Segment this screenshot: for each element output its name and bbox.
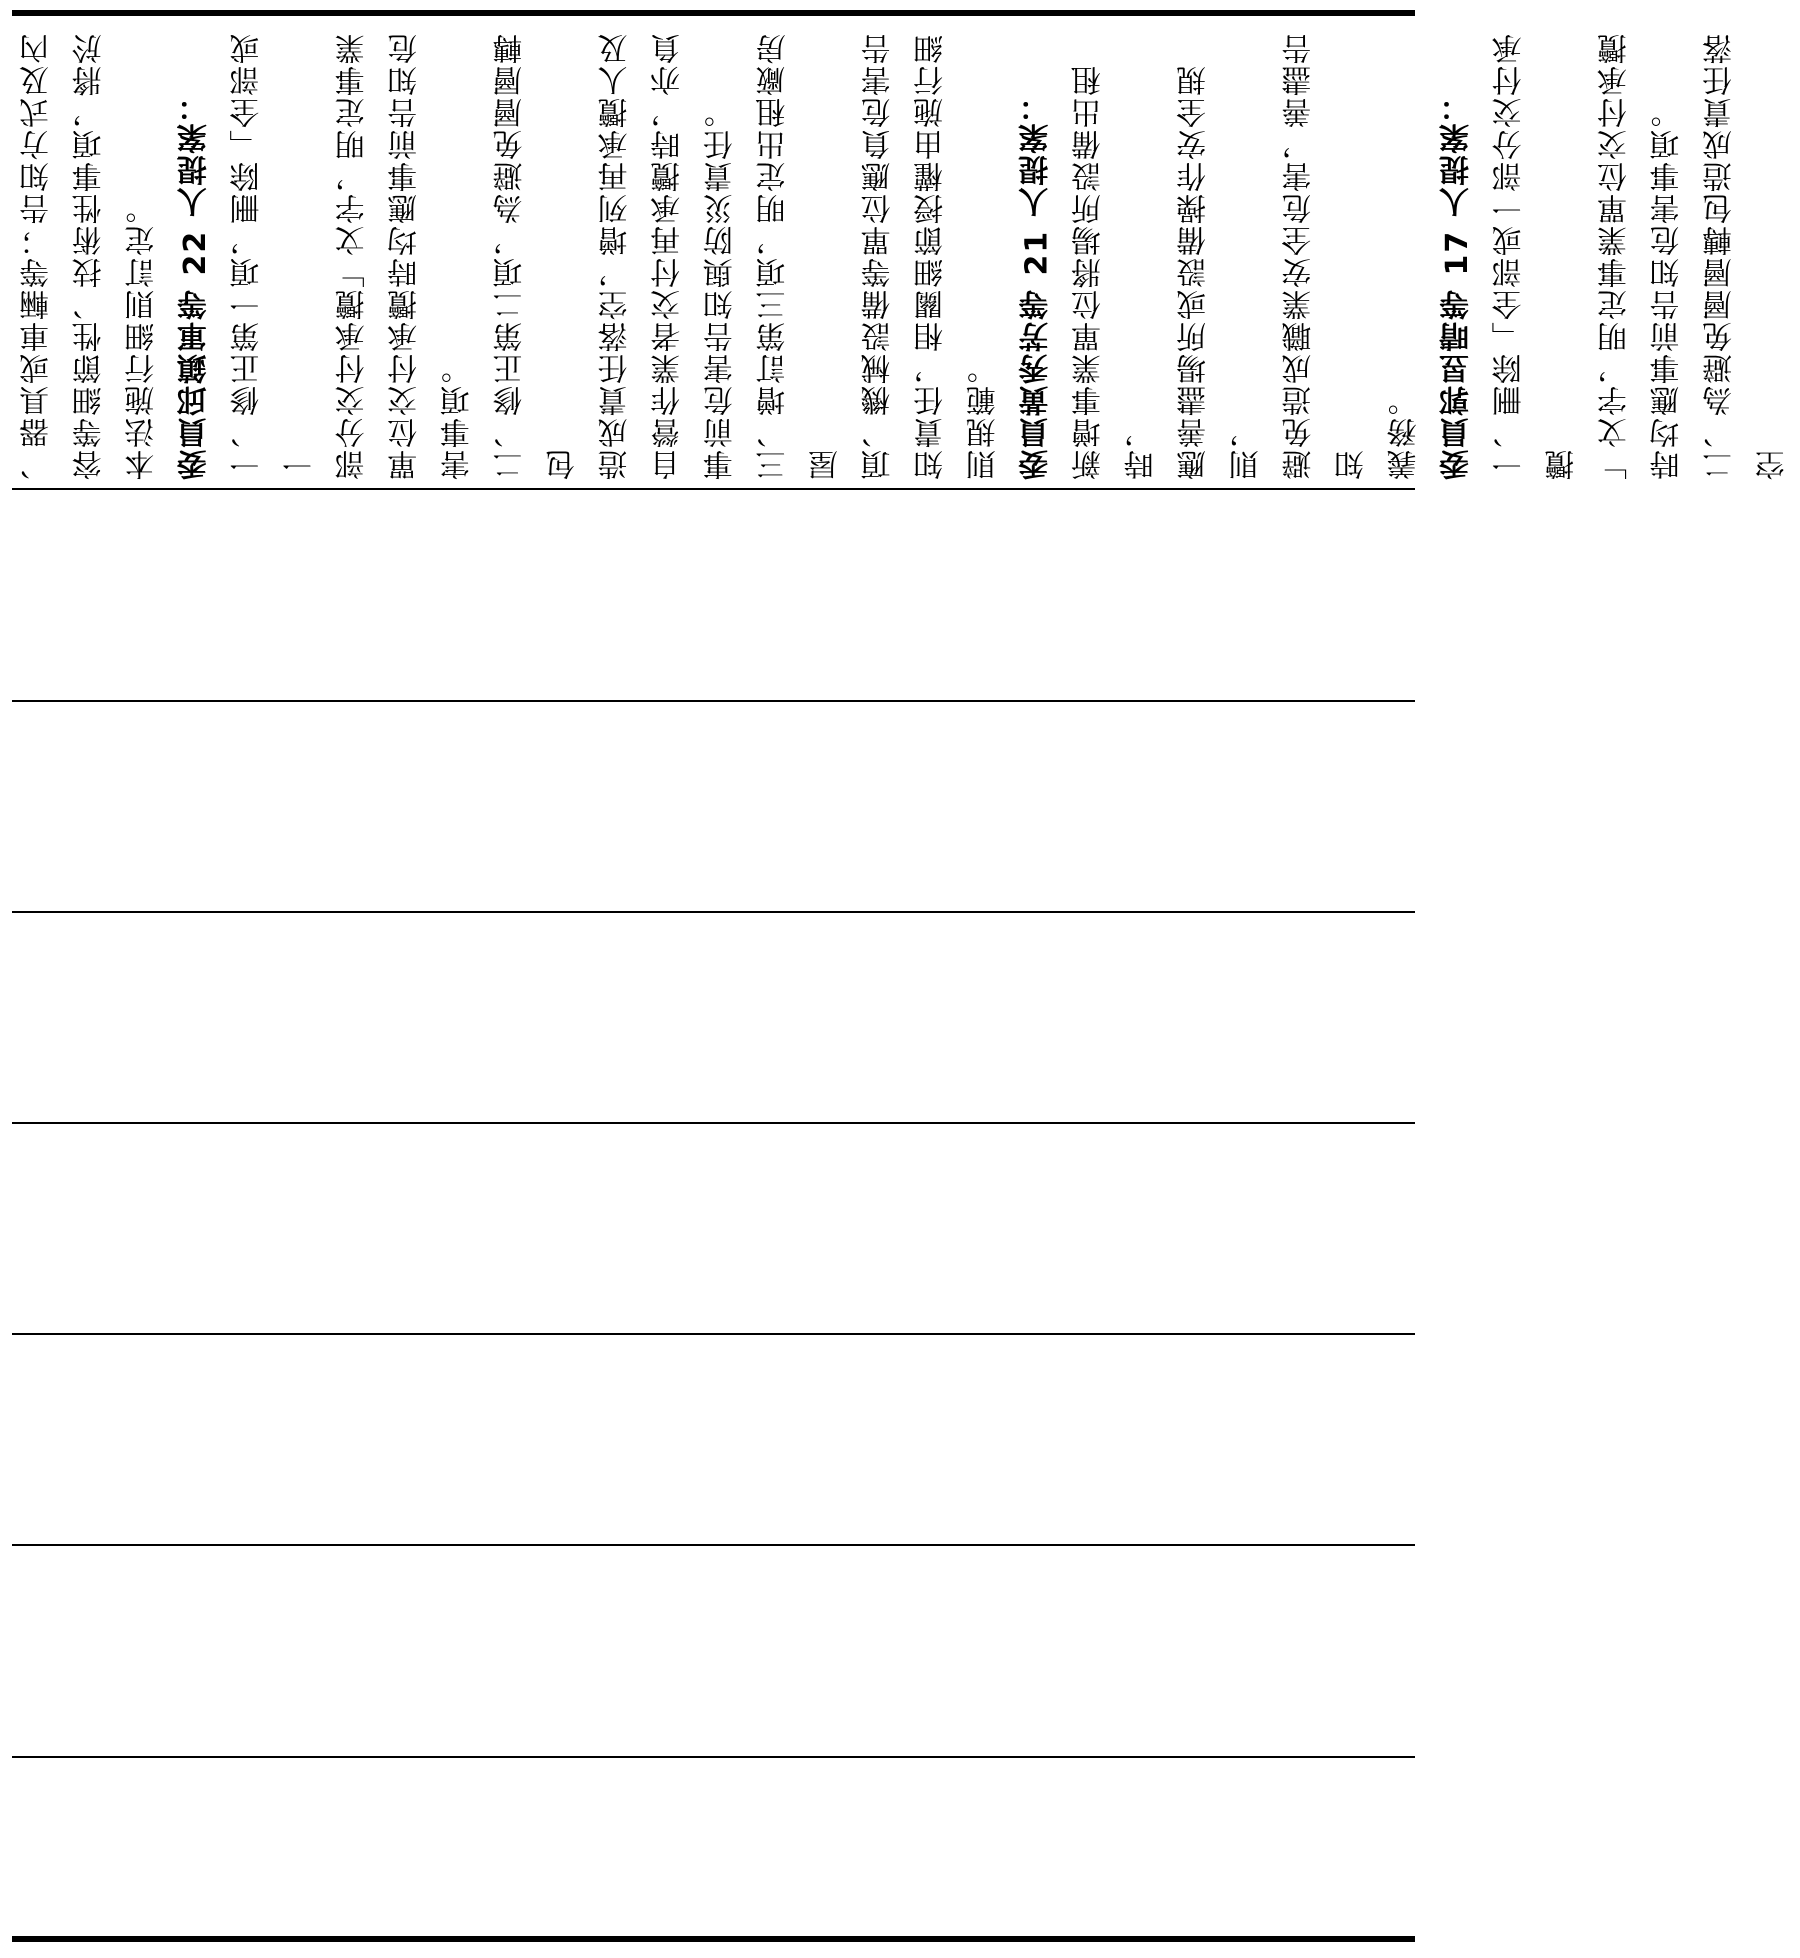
table-row-divider (12, 1544, 1415, 1546)
table-row-divider (12, 700, 1415, 702)
text-line: 義務。 (1387, 384, 1423, 480)
table-row-divider (12, 488, 1415, 490)
text-line: 應善盡場所或設備操作安全規則， (1177, 64, 1265, 480)
text-line: 」文字，明定事業單位交付承攬 (1597, 32, 1633, 480)
text-line: 一、修正第一項，刪除「全部或一 (230, 32, 318, 480)
text-line: 三、增訂第三項，明定出租廠房屋 (756, 32, 844, 480)
text-line: 容等細節性、技術性事項，將於 (72, 32, 108, 480)
text-line: 二、修正第二項，為避免層層轉包 (493, 32, 581, 480)
text-line: 事前危害告知與防災責任。 (703, 96, 739, 480)
text-line: 避免造成職業安全危害，善盡告知 (1282, 32, 1370, 480)
explanation-cell (12, 18, 1791, 480)
text-line: 害事項。 (440, 352, 476, 480)
text-line: 本法施行細則訂定。 (125, 192, 161, 480)
proposal-heading: 委員郭昱晴等 17 人提案： (1440, 89, 1476, 480)
text-line: 頂、機械設備等單位應負危害告 (861, 32, 897, 480)
table-row-divider (12, 911, 1415, 913)
proposal-heading: 委員邱鎮軍等 22 人提案： (177, 89, 213, 480)
text-line: 一、刪除「全部或一部分交付承攬 (1492, 32, 1581, 480)
top-rule (12, 10, 1415, 16)
text-line: 自營作業者交付再承攬時，亦負 (651, 32, 687, 480)
text-line: 造成責任落空，增列再承攬人及 (598, 32, 634, 480)
text-line: 部分交付承攬」文字，明定事業 (335, 32, 371, 480)
vertical-text-block (12, 18, 1791, 480)
bottom-rule (12, 1936, 1415, 1942)
text-line: 單位交付承攬時均應事前告知危 (388, 32, 424, 480)
table-row-divider (12, 1122, 1415, 1124)
text-line: 、器具或車輛等；告知方式及內 (20, 32, 55, 480)
table-row-divider (12, 1756, 1415, 1758)
proposal-heading: 委員黃秀芳等 21 人提案： (1019, 89, 1055, 480)
text-line: 時均應事前告知危害事項。 (1650, 96, 1686, 480)
text-line: 新增事業單位將場所設備出租時， (1071, 64, 1160, 480)
text-line: 則規範。 (966, 352, 1002, 480)
text-line: 二、為避免層層轉包造成責任落空 (1703, 32, 1791, 480)
table-row-divider (12, 1333, 1415, 1335)
text-line: 知責任，相關細節授權由施行細 (914, 32, 950, 480)
